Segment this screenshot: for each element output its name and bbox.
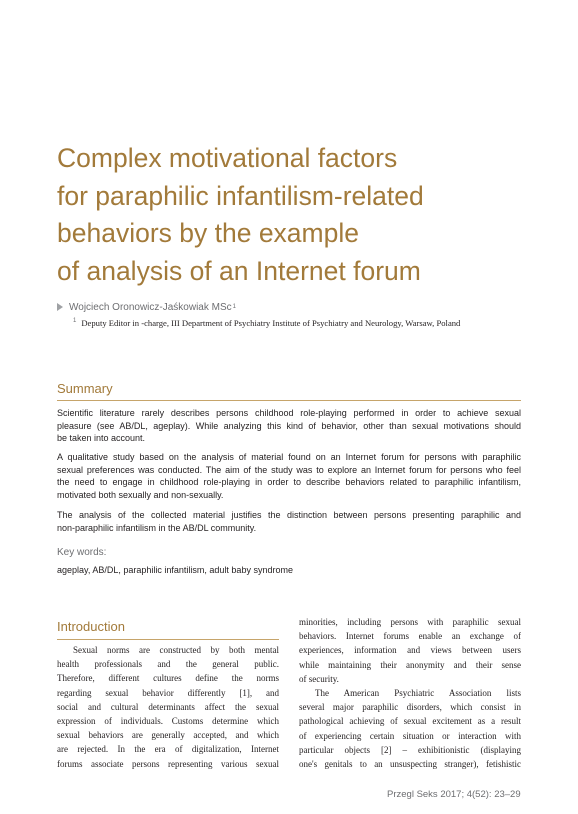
affiliation-text: Deputy Editor in -charge, III Department of Psychiatry Institute of Psychiatry and Neurology, Warsaw, Poland <box>81 318 461 328</box>
body-line: social and cultural determinants affect the sexual <box>57 701 279 712</box>
author-superscript: 1 <box>232 304 236 310</box>
body-line: Sexual norms are constructed by both mental <box>73 645 279 655</box>
triangle-bullet-icon <box>57 303 63 311</box>
summary-rule <box>57 400 521 401</box>
summary-paragraph <box>57 451 521 501</box>
body-line: of experiencing certain situation or interaction with <box>299 730 521 741</box>
title-line: Complex motivational factors <box>57 143 398 173</box>
summary-line: Scientific literature rarely describes persons childhood role-playing performed in order to achieve sexual <box>57 408 521 418</box>
summary-line: be taken into account. <box>57 433 146 444</box>
body-line: experiences, information and views between users <box>299 645 521 656</box>
summary-line: motivated both sexually and non-sexually. <box>57 489 224 500</box>
keywords-heading: Key words: <box>57 547 107 558</box>
author-line <box>57 300 236 314</box>
title-line: behaviors by the example <box>57 218 359 248</box>
summary-heading: Summary <box>57 381 113 396</box>
body-line: pathological achieving of sexual excitement as a result <box>299 716 521 727</box>
introduction-heading: Introduction <box>57 619 125 634</box>
title-line: for paraphilic infantilism-related <box>57 180 424 211</box>
page-footer-citation: Przegl Seks 2017; 4(52): 23–29 <box>387 789 521 800</box>
body-line: sexual behaviors are generally accepted, and which <box>57 730 279 741</box>
summary-paragraph <box>57 509 521 534</box>
summary-line: pleasure (see AB/DL, ageplay). While analyzing this kind of behavior, other than sexual motivations should <box>57 420 521 431</box>
body-line: particular objects [2] – exhibitionistic (displaying <box>299 744 521 755</box>
body-line: behaviors. Internet forums enable an exchange of <box>299 631 521 642</box>
summary-paragraph <box>57 407 521 445</box>
summary-line: the need to engage in childhood role-playing in order to describe behaviors related to paraphilic infantilism, <box>57 477 521 488</box>
body-line: several major paraphilic disorders, which consist in <box>299 702 521 713</box>
body-line: of security. <box>299 673 339 684</box>
body-line: one's genitals to an unsuspecting stranger), fetishistic <box>299 759 521 770</box>
title-line: of analysis of an Internet forum <box>57 255 421 286</box>
introduction-rule <box>57 639 279 640</box>
summary-line: A qualitative study based on the analysis of material found on an Internet forum for persons with paraphilic <box>57 452 521 462</box>
body-line: while maintaining their anonymity and their sense <box>299 659 521 670</box>
body-line: forums associate persons representing various sexual <box>57 758 279 769</box>
body-line: are rejected. In the era of digitalization, Internet <box>57 744 279 755</box>
summary-line: non-paraphilic infantilism in the AB/DL community. <box>57 522 257 533</box>
affiliation <box>72 318 460 330</box>
author-name: Wojciech Oronowicz-Jaśkowiak MSc <box>69 301 232 313</box>
body-line: The American Psychiatric Association lists <box>315 688 521 699</box>
body-line: regarding sexual behavior differently [1], and <box>57 687 279 698</box>
summary-line: sexual preferences was conducted. The aim of the study was to explore an Internet forum for persons who feel <box>57 464 521 475</box>
body-line: Therefore, different cultures define the norms <box>57 673 279 684</box>
summary-line: The analysis of the collected material justifies the distinction between persons presenting paraphilic and <box>57 510 521 520</box>
body-line: minorities, including persons with paraphilic sexual <box>299 617 521 627</box>
keywords-text: ageplay, AB/DL, paraphilic infantilism, adult baby syndrome <box>57 565 293 575</box>
article-title <box>57 140 527 290</box>
affiliation-superscript: 1 <box>73 318 77 324</box>
body-line: expression of individuals. Customs determine which <box>57 716 279 727</box>
body-line: health professionals and the general public. <box>57 659 279 670</box>
